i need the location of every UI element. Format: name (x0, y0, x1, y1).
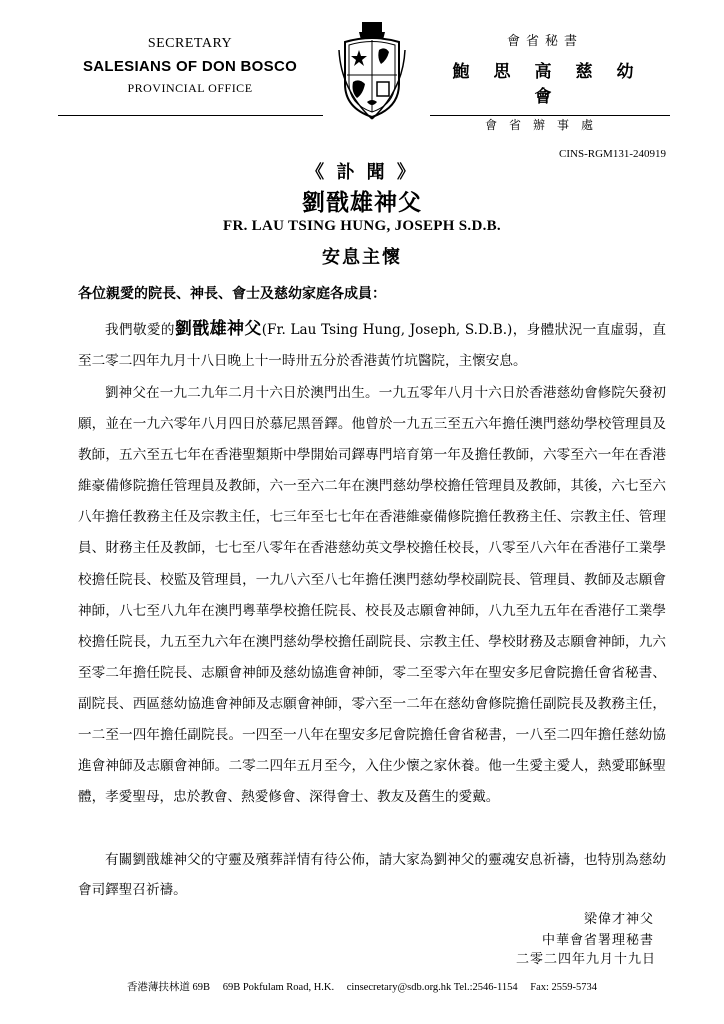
salutation: 各位親愛的院長、神長、會士及慈幼家庭各成員： (78, 286, 386, 302)
salesian-crest-icon (337, 20, 407, 120)
paragraph-announcement-rest: (Fr. Lau Tsing Hung, Joseph, S.D.B.)，身體狀況一直虛弱，直至二零二四年九月十八日晚上十一時卅五分於香港黃竹坑醫院，主懷安息。 (78, 322, 667, 369)
paragraph-announcement-name: 劉戩雄神父 (174, 319, 262, 339)
footer-address-en: 69B Pokfulam Road, H.K. (222, 982, 335, 993)
footer-address-zh: 香港薄扶林道 69B (126, 982, 211, 993)
signature-title: 中華會省署理秘書 (541, 933, 654, 948)
paragraph-prayer-request: 有關劉戩雄神父的守靈及殯葬詳情有待公佈，請大家為劉神父的靈魂安息祈禱，也特別為慈幼會司鐸聖召祈禱。 (78, 852, 666, 898)
letterhead-left (60, 36, 320, 96)
signature-name: 梁偉才神父 (583, 912, 654, 927)
letterhead-office-en: PROVINCIAL OFFICE (127, 81, 253, 95)
letterhead-left-rule (58, 115, 323, 116)
obituary-heading: 《 訃 聞 》 (306, 162, 418, 183)
letterhead-right (420, 30, 670, 133)
footer-email-tel: cinsecretary@sdb.org.hk Tel.:2546-1154 (346, 982, 518, 993)
letterhead-organization-en: SALESIANS OF DON BOSCO (82, 58, 298, 75)
footer-contact (0, 979, 724, 994)
letterhead-office-zh: 會省辦事處 (484, 118, 605, 132)
letterhead-secretary-zh: 會省秘書 (506, 34, 583, 49)
letterhead-organization-zh: 鮑思高慈幼會 (452, 62, 658, 107)
deceased-name-zh: 劉戩雄神父 (302, 189, 422, 216)
signature-date: 二零二四年九月十九日 (515, 952, 656, 967)
letterhead-secretary-en: SECRETARY (147, 36, 233, 51)
footer-fax: Fax: 2559-5734 (530, 982, 598, 993)
document-reference: CINS-RGM131-240919 (559, 148, 666, 160)
paragraph-announcement (78, 314, 666, 377)
paragraph-announcement-intro: 我們敬愛的 (105, 322, 175, 338)
letterhead-right-rule (430, 115, 670, 116)
paragraph-biography: 劉神父在一九二九年二月十六日於澳門出生。一九五零年八月十六日於香港慈幼會修院矢發初願，並在一九六零年八月四日於慕尼黑晉鐸。他曾於一九五三至五六年擔任澳門慈幼學校管理員及教師，五六至五七年在香港聖類斯中學開始司鐸專門培育第一年及擔任教師，六零至六一年在香港維豪備修院擔任管理員及教師，六一至六二年在澳門慈幼學校擔任管理員及教師，其後，六七至六八年擔任教務主任及宗教主任，七三年至七七年在香港維豪備修院擔任教務主任、宗教主任、管理員、財務主任及教師，七七至八零年在香港慈幼英文學校擔任校長，八零至八六年在香港仔工業學校擔任院長、校監及管理員，一九八六至八七年擔任澳門慈幼學校副院長、管理員、教師及志願會神師，八七至八九年在澳門粵華學校擔任院長、校長及志願會神師，八九至九五年在香港仔工業學校擔任院長，九五至九六年在澳門慈幼學校擔任副院長、宗教主任、學校財務及志願會神師，九六至零二年擔任院長、志願會神師及慈幼協進會神師，零二至零六年在聖安多尼會院擔任會省秘書、副院長、西區慈幼協進會神師及志願會神師，零六至一二年在慈幼會修院擔任副院長及教務主任，一二至一四年擔任副院長。一四至一八年在聖安多尼會院擔任會省秘書，一八至二四年擔任慈幼協進會神師及志願會神師。二零二四年五月至今，入住少懷之家休養。他一生愛主愛人，熱愛耶穌聖體，孝愛聖母，忠於教會、熱愛修會、深得會士、教友及舊生的愛戴。 (78, 385, 666, 806)
deceased-name-en: FR. LAU TSING HUNG, JOSEPH S.D.B. (222, 218, 501, 234)
rest-in-peace-heading: 安息主懷 (322, 247, 402, 268)
